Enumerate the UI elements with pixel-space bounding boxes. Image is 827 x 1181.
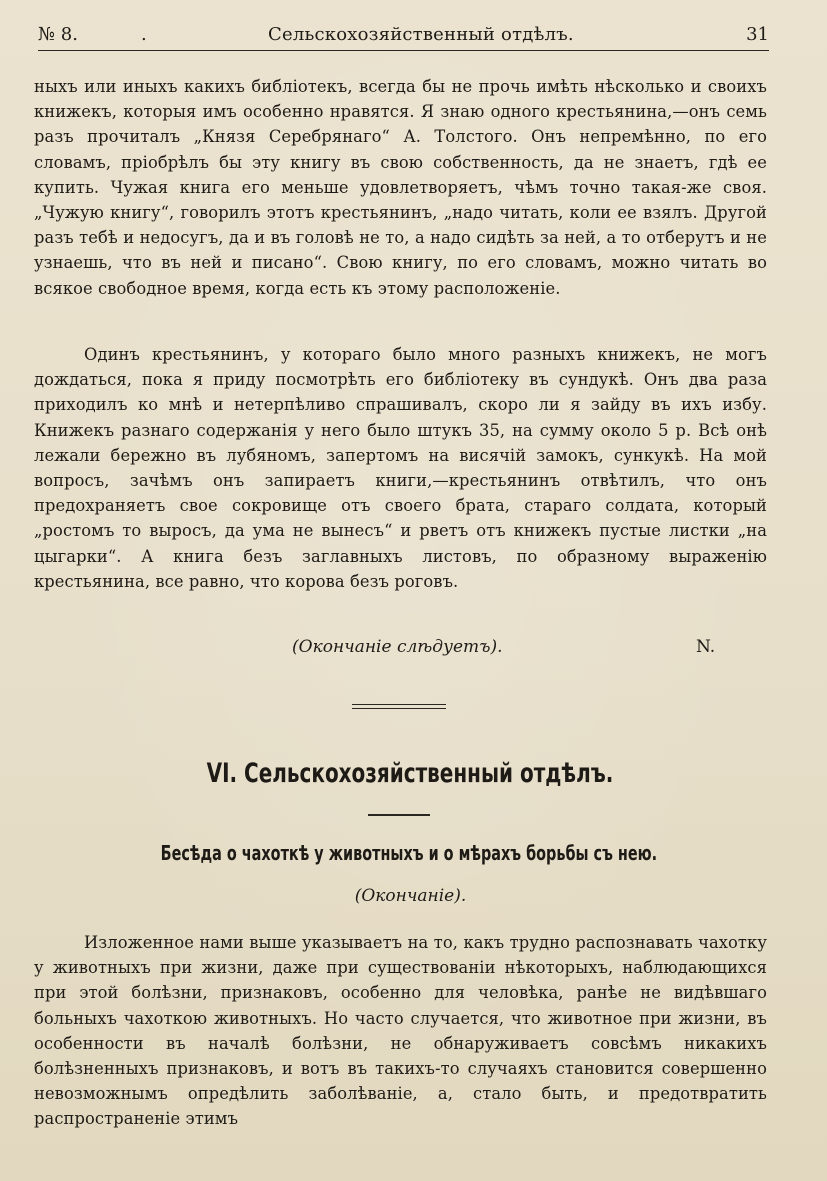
section-heading: VI. Сельскохозяйственный отдѣлъ. xyxy=(206,758,614,789)
header-section-title: Сельскохозяйственный отдѣлъ. xyxy=(268,24,574,45)
heading-rule xyxy=(368,814,430,816)
page-number: 31 xyxy=(746,24,769,45)
header-rule xyxy=(38,50,769,51)
section-divider xyxy=(352,704,446,709)
article-paragraph: Изложенное нами выше указываетъ на то, какъ трудно распознавать чахотку у животныхъ при жизни, даже при существованіи нѣкоторыхъ, наблюдающихся при этой болѣзни, признаковъ, особенно для человѣка, ранѣе не видѣвшаго больныхъ чахоткою животныхъ. Но часто случается, что животное при жизни, въ особенности въ началѣ болѣзни, не обнаруживаетъ совсѣмъ никакихъ болѣзненныхъ признаковъ, и вотъ въ такихъ-то случаяхъ становится совершенно невозможнымъ опредѣлить заболѣваніе, а, стало быть, и предотвратить распространеніе этимъ xyxy=(34,933,767,1129)
running-header xyxy=(38,22,769,48)
issue-number: № 8. xyxy=(38,24,78,45)
author-signature: N. xyxy=(696,637,716,657)
header-dot: . xyxy=(141,24,147,45)
paragraph-continued: ныхъ или иныхъ какихъ библіотекъ, всегда бы не прочь имѣть нѣсколько и своихъ книжекъ, которыя имъ особенно нравятся. Я знаю одного крестьянина,—онъ семь разъ прочиталъ „Князя Серебрянаго“ А. Толстого. Онъ непремѣнно, по его словамъ, пріобрѣлъ бы эту книгу въ свою собственность, да не знаетъ, гдѣ ее купить. Чужая книга его меньше удовлетворяетъ, чѣмъ точно такая-же своя. „Чужую книгу“, говорилъ этотъ крестьянинъ, „надо читать, коли ее взялъ. Другой разъ тебѣ и недосугъ, да и въ головѣ не то, а надо сидѣть за ней, а то отберутъ и не узнаешь, что въ ней и писано“. Свою книгу, по его словамъ, можно читать во всякое свободное время, когда есть къ этому расположеніе. xyxy=(34,77,767,298)
article-subtitle: (Окончаніе). xyxy=(354,886,467,906)
article-title: Бесѣда о чахоткѣ у животныхъ и о мѣрахъ борьбы съ нею. xyxy=(160,841,658,865)
paragraph-peasant-library: Одинъ крестьянинъ, у котораго было много разныхъ книжекъ, не могъ дождаться, пока я приду посмотрѣть его библіотеку въ сундукѣ. Онъ два раза приходилъ ко мнѣ и нетерпѣливо спрашивалъ, скоро ли я зайду въ ихъ избу. Книжекъ разнаго содержанія у него было штукъ 35, на сумму около 5 р. Всѣ онѣ лежали бережно въ лубяномъ, запертомъ на висячій замокъ, сункукѣ. На мой вопросъ, зачѣмъ онъ запираетъ книги,—крестьянинъ отвѣтилъ, что онъ предохраняетъ свое сокровище отъ своего брата, стараго солдата, который „ростомъ то выросъ, да ума не вынесъ“ и рветъ отъ книжекъ пустые листки „на цыгарки“. А книга безъ заглавныхъ листовъ, по образному выраженію крестьянина, все равно, что корова безъ роговъ. xyxy=(34,345,767,591)
to-be-continued-note: (Окончаніе слѣдуетъ). xyxy=(292,637,503,657)
